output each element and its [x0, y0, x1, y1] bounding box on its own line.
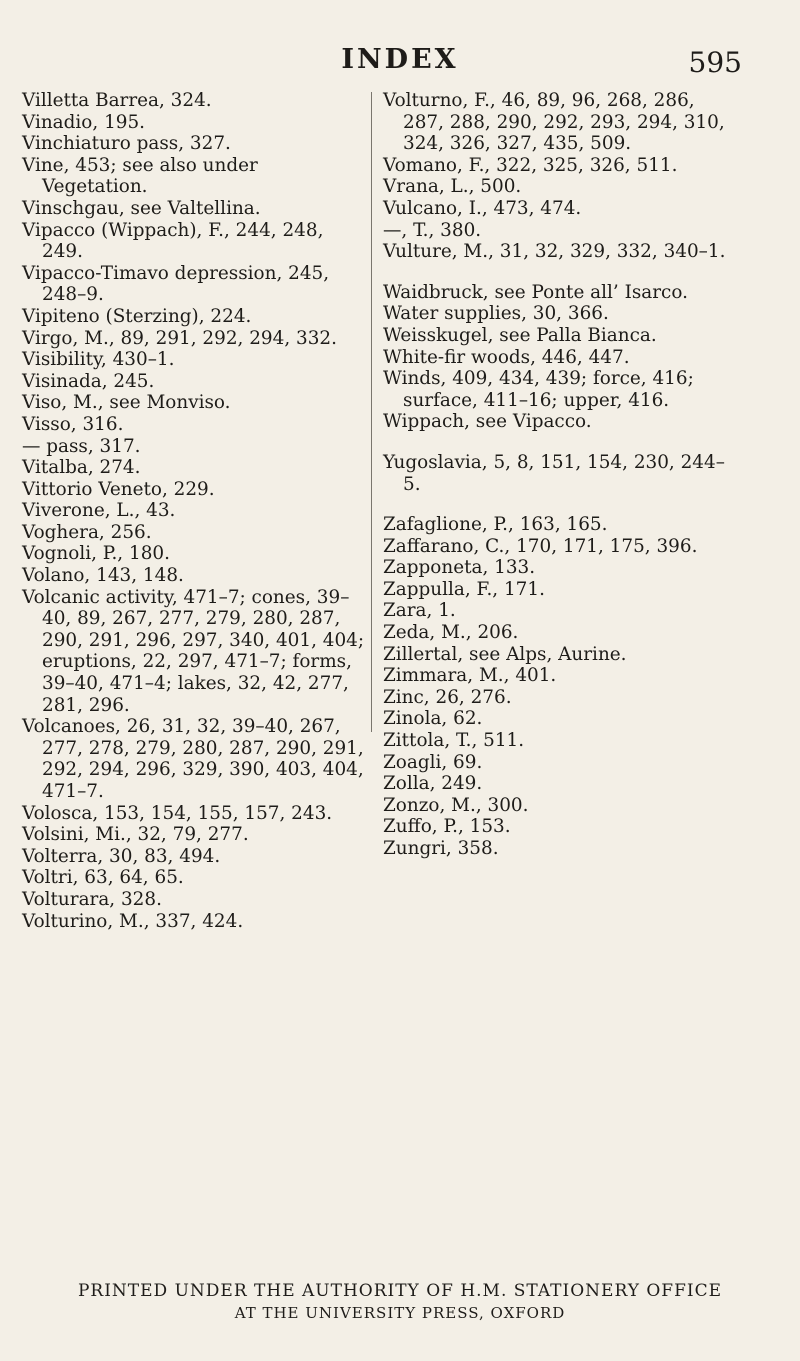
index-entry: Wippach, see Vipacco. [383, 411, 592, 433]
index-entry: Visso, 316. [22, 413, 124, 435]
index-entry: Voltri, 63, 64, 65. [22, 867, 184, 889]
index-entry: Volterra, 30, 83, 494. [22, 845, 221, 867]
index-entry: Volturno, F., 46, 89, 96, 268, 286, 287, 288, 290, 292, 293, 294, 310, 324, 326, 327, 435, 509. [383, 90, 725, 155]
index-entry: Volcanoes, 26, 31, 32, 39–40, 267, 277, 278, 279, 280, 287, 290, 291, 292, 294, 296, 329, 390, 403, 404, 471–7. [22, 716, 364, 802]
index-entry: Viso, M., see Monviso. [22, 392, 231, 414]
index-entry: Zaffarano, C., 170, 171, 175, 396. [383, 535, 698, 557]
index-entry: Zara, 1. [383, 600, 456, 622]
index-entry: Vinschgau, see Valtellina. [22, 197, 261, 219]
index-entry: Visibility, 430–1. [22, 349, 175, 371]
index-entry: Vognoli, P., 180. [22, 543, 170, 565]
letter-group-gap [383, 495, 728, 514]
index-entry: Winds, 409, 434, 439; force, 416; surface, 411–16; upper, 416. [383, 368, 694, 411]
index-column-right [383, 90, 728, 860]
index-entry: Zillertal, see Alps, Aurine. [383, 643, 627, 665]
index-entry: Volano, 143, 148. [22, 565, 184, 587]
index-entry: Zuffo, P., 153. [383, 816, 511, 838]
index-entry: Vittorio Veneto, 229. [22, 478, 215, 500]
index-entry: Volturara, 328. [22, 888, 162, 910]
index-entry: Vipacco (Wippach), F., 244, 248, 249. [22, 219, 324, 263]
index-entry: Yugoslavia, 5, 8, 151, 154, 230, 244–5. [383, 451, 725, 495]
printer-imprint-line-1: PRINTED UNDER THE AUTHORITY OF H.M. STATIONERY OFFICE [77, 1281, 723, 1301]
column-divider [371, 92, 372, 732]
index-entry: Zappulla, F., 171. [383, 578, 545, 600]
index-entry: Zungri, 358. [383, 838, 499, 859]
index-entry: Zafaglione, P., 163, 165. [383, 514, 608, 536]
index-column-left [22, 90, 367, 932]
index-entry: Volosca, 153, 154, 155, 157, 243. [22, 802, 333, 824]
index-entry: Zoagli, 69. [383, 751, 483, 773]
index-entry: Waidbruck, see Ponte all’ Isarco. [383, 281, 688, 303]
index-entry: Vine, 453; see also under Vegetation. [22, 154, 258, 198]
index-entry: Water supplies, 30, 366. [383, 303, 609, 325]
index-entry: Zeda, M., 206. [383, 622, 519, 644]
index-entry: Zinola, 62. [383, 708, 483, 730]
index-entry: Zittola, T., 511. [383, 730, 525, 752]
index-entry: Vinchiaturo pass, 327. [22, 133, 231, 155]
page-number: 595 [688, 46, 742, 79]
printer-imprint-line-2: AT THE UNIVERSITY PRESS, OXFORD [234, 1304, 566, 1322]
index-entry: Zimmara, M., 401. [383, 665, 557, 687]
index-entry: —, T., 380. [383, 219, 482, 241]
index-entry: Volturino, M., 337, 424. [22, 910, 244, 932]
index-entry: Viverone, L., 43. [22, 500, 176, 522]
index-entry: Vulcano, I., 473, 474. [383, 197, 582, 219]
index-entry: Vrana, L., 500. [383, 176, 522, 198]
index-entry: Vipacco-Timavo depression, 245, 248–9. [22, 262, 330, 306]
index-entry: White-fir woods, 446, 447. [383, 346, 630, 368]
index-entry: Volsini, Mi., 32, 79, 277. [22, 824, 249, 846]
index-entry: Zinc, 26, 276. [383, 686, 512, 708]
running-title: INDEX [341, 44, 459, 75]
index-entry: Vinadio, 195. [22, 111, 146, 133]
index-entry: Vulture, M., 31, 32, 329, 332, 340–1. [383, 241, 726, 263]
index-entry: Voghera, 256. [22, 521, 152, 543]
index-entry: Virgo, M., 89, 291, 292, 294, 332. [22, 327, 337, 349]
index-entry: Vitalba, 274. [22, 457, 141, 479]
letter-group-gap [383, 433, 728, 452]
index-entry: — pass, 317. [22, 435, 141, 457]
index-entry: Villetta Barrea, 324. [22, 90, 212, 111]
page-header [0, 44, 800, 84]
index-entry: Zonzo, M., 300. [383, 794, 529, 816]
index-entry: Zapponeta, 133. [383, 557, 536, 579]
index-entry: Zolla, 249. [383, 773, 483, 795]
letter-group-gap [383, 263, 728, 282]
index-entry: Vipiteno (Sterzing), 224. [22, 305, 252, 327]
index-entry: Weisskugel, see Palla Bianca. [383, 324, 657, 346]
index-entry: Volcanic activity, 471–7; cones, 39–40, 89, 267, 277, 279, 280, 287, 290, 291, 296, 297, 340, 401, 404; eruptions, 22, 297, 471–7; forms, 39–40, 471–4; lakes, 32, 42, 277, 281, 296. [22, 586, 365, 716]
index-entry: Visinada, 245. [22, 370, 155, 392]
index-entry: Vomano, F., 322, 325, 326, 511. [383, 154, 678, 176]
